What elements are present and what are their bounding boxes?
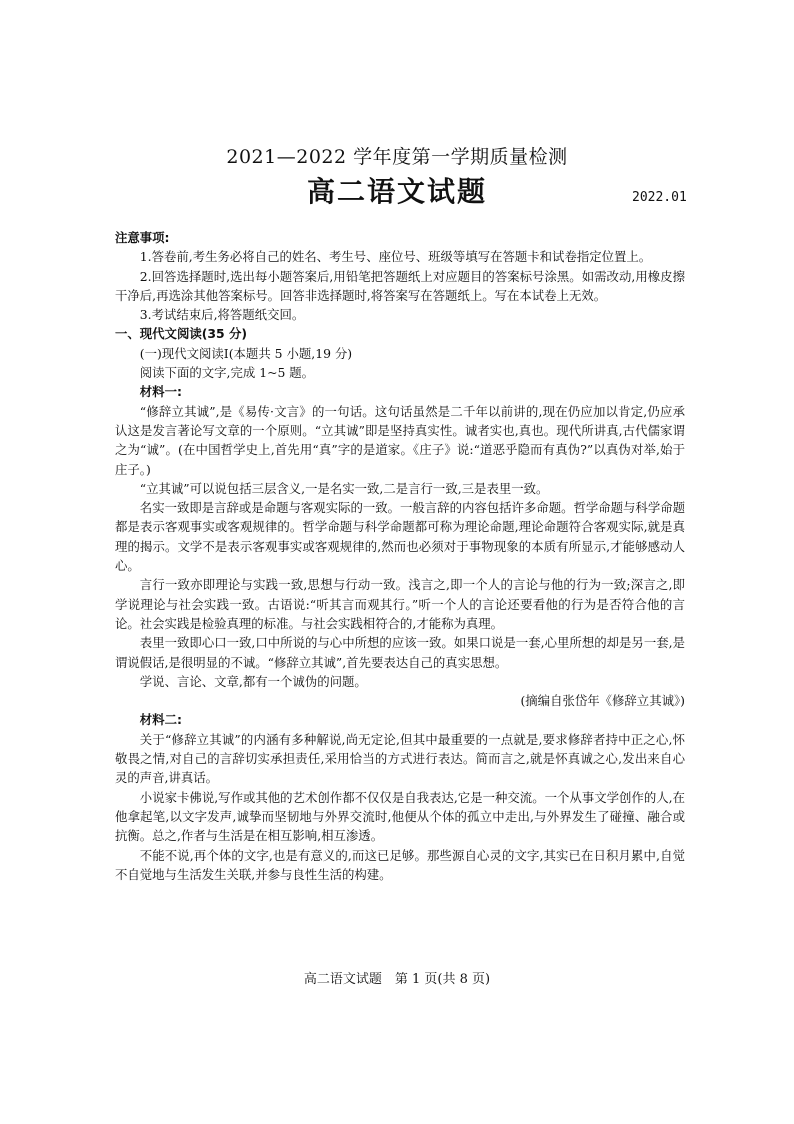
material2-heading: 材料二: — [139, 712, 182, 728]
notice-item: 2.回答选择题时,选出每小题答案后,用铅笔把答题纸上对应题目的答案标号涂黑。如需改动,用橡皮擦干净后,再选涂其他答案标号。回答非选择题时,将答案写在答题纸上。写在本试卷上无效。 — [115, 268, 685, 303]
notice-item: 3.考试结束后,将答题纸交回。 — [139, 307, 305, 323]
section-instruction: 阅读下面的文字,完成 1~5 题。 — [139, 365, 315, 381]
material1-paragraph: 学说、言论、文章,都有一个诚伪的问题。 — [139, 673, 367, 689]
exam-date: 2022.01 — [632, 190, 687, 205]
material1-paragraph: 言行一致亦即理论与实践一致,思想与行动一致。浅言之,即一个人的言论与他的行为一致;深言之,即学说理论与社会实践一致。古语说:“听其言而观其行。”听一个人的言论还要看他的行为是否符合他的言论。社会实践是检验真理的标准。与社会实践相符合的,才能称为真理。 — [115, 577, 685, 631]
material2-paragraph: 不能不说,再个体的文字,也是有意义的,而这已足够。那些源自心灵的文字,其实已在日积月累中,自觉不自觉地与生活发生关联,并参与良性生活的构建。 — [115, 847, 685, 882]
exam-year-title: 2021—2022 学年度第一学期质量检测 — [226, 146, 568, 168]
material1-paragraph: 名实一致即是言辞或是命题与客观实际的一致。一般言辞的内容包括许多命题。哲学命题与科学命题都是表示客观事实或客观规律的。哲学命题与科学命题都可称为理论命题,理论命题符合客观实际,就是真理的揭示。文学不是表示客观事实或客观规律的,然而也必须对于事物现象的本质有所显示,才能够感动人心。 — [115, 500, 685, 574]
material2-paragraph: 小说家卡佛说,写作或其他的艺术创作都不仅仅是自我表达,它是一种交流。一个从事文学创作的人,在他拿起笔,以文字发声,诚挚而坚韧地与外界交流时,他便从个体的孤立中走出,与外界发生了碰撞、融合或抗衡。总之,作者与生活是在相互影响,相互渗透。 — [115, 789, 685, 844]
section-heading: 一、现代文阅读(35 分) — [115, 326, 248, 342]
material1-paragraph: 表里一致即心口一致,口中所说的与心中所想的应该一致。如果口说是一套,心里所想的却是另一套,是谓说假话,是很明显的不诚。“修辞立其诚”,首先要表达自己的真实思想。 — [115, 635, 685, 670]
notice-item: 1.答卷前,考生务必将自己的姓名、考生号、座位号、班级等填写在答题卡和试卷指定位置上。 — [139, 249, 652, 265]
material1-paragraph: “修辞立其诚”,是《易传·文言》的一句话。这句话虽然是二千年以前讲的,现在仍应加以肯定,仍应承认这是发言著论写文章的一个原则。“立其诚”即是坚持真实性。诚者实也,真也。现代所讲真,古代儒家谓之为“诚”。(在中国哲学史上,首先用“真”字的是道家。《庄子》说:“道恶乎隐而有真伪?”以真伪对举,始于庄子。) — [115, 403, 685, 477]
material1-paragraph: “立其诚”可以说包括三层含义,一是名实一致,二是言行一致,三是表里一致。 — [139, 480, 549, 496]
material2-paragraph: 关于“修辞立其诚”的内涵有多种解说,尚无定论,但其中最重要的一点就是,要求修辞者持中正之心,怀敬畏之情,对自己的言辞切实承担责任,采用恰当的方式进行表达。简而言之,就是怀真诚之心,发出来自心灵的声音,讲真话。 — [115, 731, 685, 786]
page-footer: 高二语文试题 第 1 页(共 8 页) — [303, 972, 491, 987]
section-sub-heading: (一)现代文阅读Ⅰ(本题共 5 小题,19 分) — [139, 345, 353, 361]
material1-heading: 材料一: — [139, 384, 182, 400]
material1-source: (摘编自张岱年《修辞立其诚》) — [520, 693, 685, 709]
exam-main-title: 高二语文试题 — [306, 175, 487, 208]
exam-content — [115, 228, 685, 884]
notice-heading: 注意事项: — [115, 230, 170, 245]
